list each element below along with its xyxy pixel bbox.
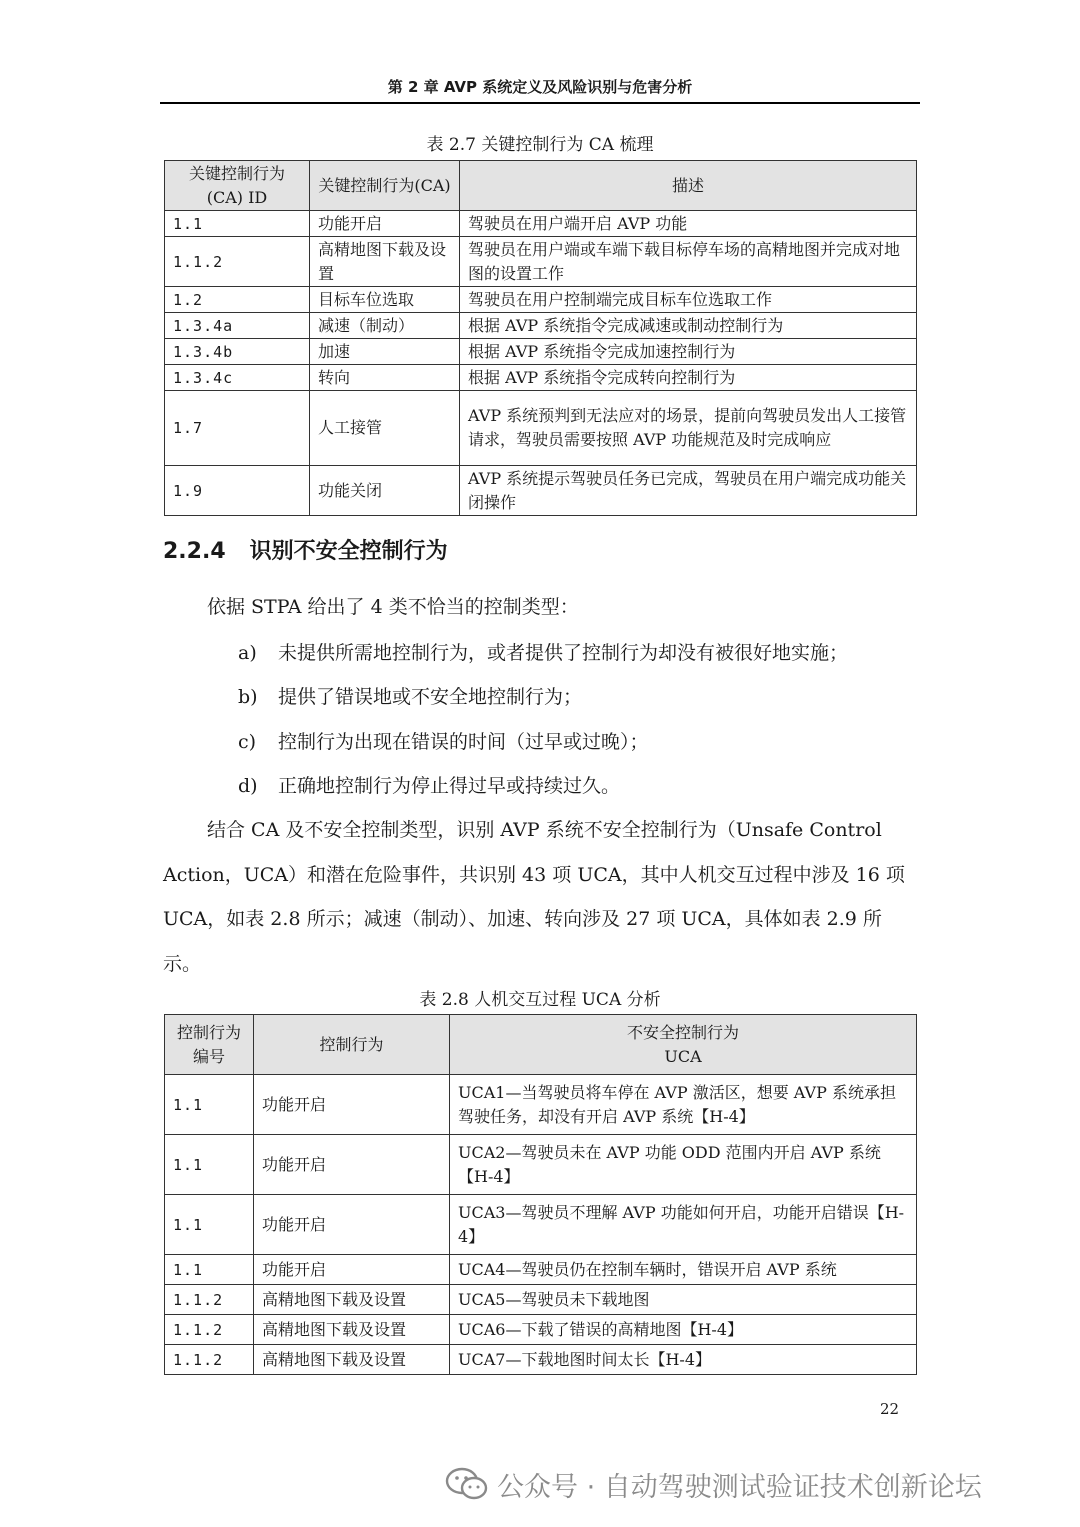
row-id: 1.1 — [165, 1195, 254, 1255]
row-desc: 根据 AVP 系统指令完成转向控制行为 — [460, 365, 917, 391]
page-number: 22 — [880, 1400, 900, 1418]
row-ca: 功能开启 — [254, 1135, 450, 1195]
table-2-8 — [164, 1014, 917, 1375]
row-id: 1.1 — [165, 1135, 254, 1195]
row-ca: 转向 — [310, 365, 460, 391]
row-id: 1.7 — [165, 391, 310, 466]
list-marker: d) — [238, 775, 258, 797]
list-marker: c) — [238, 731, 257, 753]
row-desc: 驾驶员在用户控制端完成目标车位选取工作 — [460, 287, 917, 313]
col-header-ca: 关键控制行为(CA) — [310, 161, 460, 211]
row-desc: 驾驶员在用户端或车端下载目标停车场的高精地图并完成对地图的设置工作 — [460, 237, 917, 287]
row-ca: 功能关闭 — [310, 466, 460, 516]
table-row — [165, 1075, 917, 1135]
col-header-uca-line2: UCA — [664, 1046, 702, 1066]
table-row — [165, 391, 917, 466]
table-row — [165, 287, 917, 313]
table-row — [165, 1285, 917, 1315]
row-id: 1.1 — [165, 1075, 254, 1135]
row-ca: 人工接管 — [310, 391, 460, 466]
table-2-8-caption: 表 2.8 人机交互过程 UCA 分析 — [419, 990, 661, 1010]
col-header-ca-id: 关键控制行为(CA) ID — [165, 161, 310, 211]
col-header-id: 控制行为编号 — [165, 1015, 254, 1075]
table-row — [165, 1195, 917, 1255]
running-header: 第 2 章 AVP 系统定义及风险识别与危害分析 — [160, 76, 920, 104]
body-paragraph: 结合 CA 及不安全控制类型，识别 AVP 系统不安全控制行为（Unsafe Control Action，UCA）和潜在危险事件，共识别 43 项 UCA，其中人机交互过程中涉及 16 项 UCA，如表 2.8 所示；减速（制动）、加速、转向涉及 27 项 UCA，具体如表 2.9 所示。 — [163, 819, 905, 975]
list-text: 正确地控制行为停止得过早或持续过久。 — [278, 775, 621, 797]
row-id: 1.1 — [165, 211, 310, 237]
section-heading — [163, 534, 448, 565]
row-id: 1.1.2 — [165, 237, 310, 287]
row-ca: 高精地图下载及设置 — [254, 1285, 450, 1315]
intro-paragraph: 依据 STPA 给出了 4 类不恰当的控制类型： — [207, 596, 579, 618]
section-title: 识别不安全控制行为 — [249, 539, 448, 564]
watermark — [445, 1462, 982, 1506]
row-uca: UCA5—驾驶员未下载地图 — [450, 1285, 917, 1315]
list-item — [238, 640, 848, 666]
row-ca: 高精地图下载及设置 — [254, 1315, 450, 1345]
list-marker: b) — [238, 686, 258, 708]
list-text: 未提供所需地控制行为，或者提供了控制行为却没有被很好地实施； — [278, 642, 849, 664]
table-row — [165, 211, 917, 237]
row-ca: 功能开启 — [254, 1195, 450, 1255]
row-ca: 目标车位选取 — [310, 287, 460, 313]
table-row — [165, 1135, 917, 1195]
col-header-uca-line1: 不安全控制行为 — [626, 1022, 739, 1042]
list-text: 提供了错误地或不安全地控制行为； — [278, 686, 583, 708]
row-ca: 功能开启 — [254, 1255, 450, 1285]
row-ca: 减速（制动） — [310, 313, 460, 339]
col-header-ca: 控制行为 — [254, 1015, 450, 1075]
watermark-text: 公众号 · 自动驾驶测试验证技术创新论坛 — [497, 1471, 982, 1503]
list-marker: a) — [238, 642, 257, 664]
table-2-7 — [164, 160, 917, 516]
list-item — [238, 684, 582, 710]
col-header-uca — [450, 1015, 917, 1075]
row-uca: UCA4—驾驶员仍在控制车辆时，错误开启 AVP 系统 — [450, 1255, 917, 1285]
row-desc: AVP 系统预判到无法应对的场景，提前向驾驶员发出人工接管请求，驾驶员需要按照 AVP 功能规范及时完成响应 — [460, 391, 917, 466]
table-row — [165, 313, 917, 339]
row-id: 1.1.2 — [165, 1345, 254, 1375]
row-id: 1.3.4c — [165, 365, 310, 391]
row-desc: 根据 AVP 系统指令完成减速或制动控制行为 — [460, 313, 917, 339]
row-ca: 高精地图下载及设置 — [254, 1345, 450, 1375]
row-desc: AVP 系统提示驾驶员任务已完成，驾驶员在用户端完成功能关闭操作 — [460, 466, 917, 516]
row-ca: 功能开启 — [310, 211, 460, 237]
row-id: 1.2 — [165, 287, 310, 313]
row-uca: UCA7—下载地图时间太长【H-4】 — [450, 1345, 917, 1375]
row-uca: UCA2—驾驶员未在 AVP 功能 ODD 范围内开启 AVP 系统【H-4】 — [450, 1135, 917, 1195]
row-uca: UCA3—驾驶员不理解 AVP 功能如何开启，功能开启错误【H-4】 — [450, 1195, 917, 1255]
col-header-desc: 描述 — [460, 161, 917, 211]
row-id: 1.3.4b — [165, 339, 310, 365]
section-number: 2.2.4 — [163, 539, 226, 564]
list-item — [238, 729, 649, 755]
row-id: 1.1.2 — [165, 1315, 254, 1345]
wechat-icon — [445, 1466, 489, 1502]
row-uca: UCA6—下载了错误的高精地图【H-4】 — [450, 1315, 917, 1345]
list-item — [238, 773, 620, 799]
row-desc: 根据 AVP 系统指令完成加速控制行为 — [460, 339, 917, 365]
row-desc: 驾驶员在用户端开启 AVP 功能 — [460, 211, 917, 237]
table-2-7-caption: 表 2.7 关键控制行为 CA 梳理 — [426, 135, 654, 155]
row-ca: 加速 — [310, 339, 460, 365]
row-id: 1.1.2 — [165, 1285, 254, 1315]
row-id: 1.1 — [165, 1255, 254, 1285]
table-row — [165, 1255, 917, 1285]
table-row — [165, 237, 917, 287]
list-text: 控制行为出现在错误的时间（过早或过晚）； — [278, 731, 649, 753]
row-uca: UCA1—当驾驶员将车停在 AVP 激活区，想要 AVP 系统承担驾驶任务，却没有开启 AVP 系统【H-4】 — [450, 1075, 917, 1135]
table-row — [165, 1315, 917, 1345]
row-id: 1.3.4a — [165, 313, 310, 339]
row-id: 1.9 — [165, 466, 310, 516]
row-ca: 功能开启 — [254, 1075, 450, 1135]
table-row — [165, 339, 917, 365]
table-row — [165, 365, 917, 391]
table-row — [165, 1345, 917, 1375]
table-row — [165, 466, 917, 516]
row-ca: 高精地图下载及设置 — [310, 237, 460, 287]
